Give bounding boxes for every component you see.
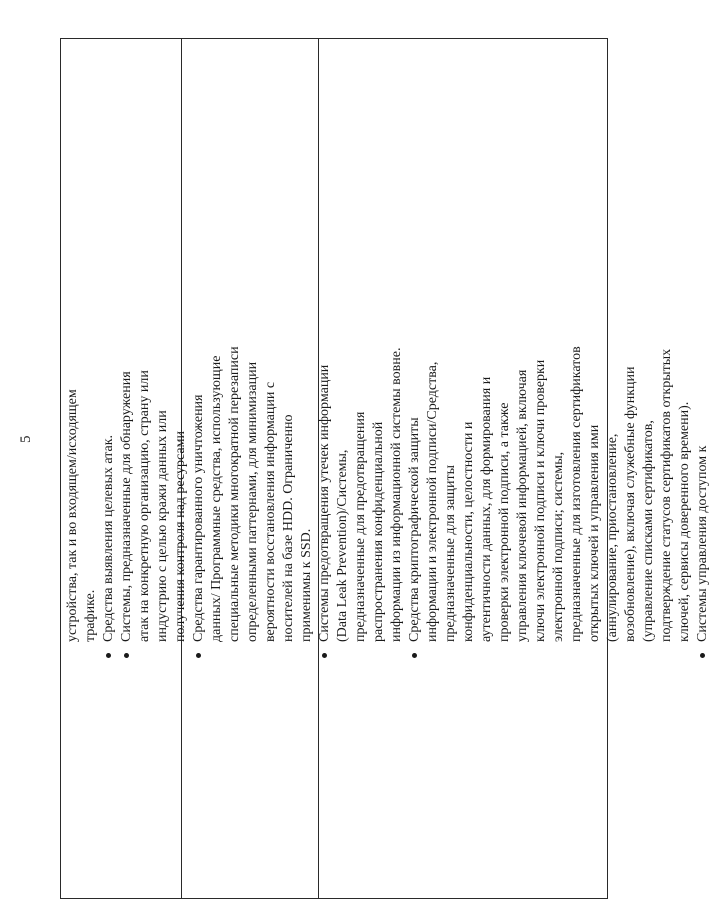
rotated-table bbox=[60, 38, 710, 898]
page-number: 5 bbox=[18, 435, 34, 443]
list-item bbox=[190, 346, 316, 664]
list-item-text: Средства выявления целевых атак. bbox=[101, 434, 116, 642]
bullet-icon bbox=[322, 653, 327, 658]
bullet-icon bbox=[106, 653, 111, 658]
bullet-icon bbox=[124, 653, 129, 658]
list-item bbox=[406, 346, 694, 664]
bullet-icon bbox=[412, 653, 417, 658]
bullet-icon bbox=[196, 653, 201, 658]
bullet-icon bbox=[700, 653, 705, 658]
table-cell-content bbox=[64, 346, 710, 664]
list-item bbox=[694, 346, 712, 664]
table-bottom-border bbox=[60, 898, 608, 899]
list-item bbox=[64, 346, 100, 664]
list-item-text: Системы управления доступом к bbox=[695, 445, 710, 642]
list-item bbox=[316, 346, 406, 664]
list-item-text: Средства криптографической защиты информации и электронной подписи/Средства, предназначенные для защиты конфиденциальности, целостности и аутентичности данных, для формирования и проверки электронной подписи, а также управления ключевой информацией, включая ключи электронной подписи и ключи проверки электронной подписи; системы, предназначенные для изготовления сертификатов открытых ключей и управления ими (аннулирование, приостановление, возобновление), включая служебные функции (управление списками сертификатов, подтверждение статусов сертификатов открытых ключей, сервисы доверенного времени). bbox=[407, 346, 692, 642]
list-item-text: Системы, предназначенные для обнаружения атак на конкретную организацию, страну или индустрию с целью кражи данных или получения контроля над ресурсами bbox=[119, 370, 188, 642]
list-item bbox=[100, 346, 118, 664]
list-item-text: устройства, так и во входящем/исходящем трафике. bbox=[65, 389, 98, 642]
list-item-text: Средства гарантированного уничтожения данных/ Программные средства, использующие специальные методики многократной перезаписи определенными паттернами, для минимизации вероятности восстановления информации с носителей на базе HDD. Ограниченно применимы к SSD. bbox=[191, 346, 314, 642]
list-item bbox=[118, 346, 190, 664]
list-item-text: Системы предотвращения утечек информации (Data Leak Prevention)/Системы, предназначенные для предотвращения распространения конфиденциальной информации из информационной системы вовне. bbox=[317, 347, 404, 642]
